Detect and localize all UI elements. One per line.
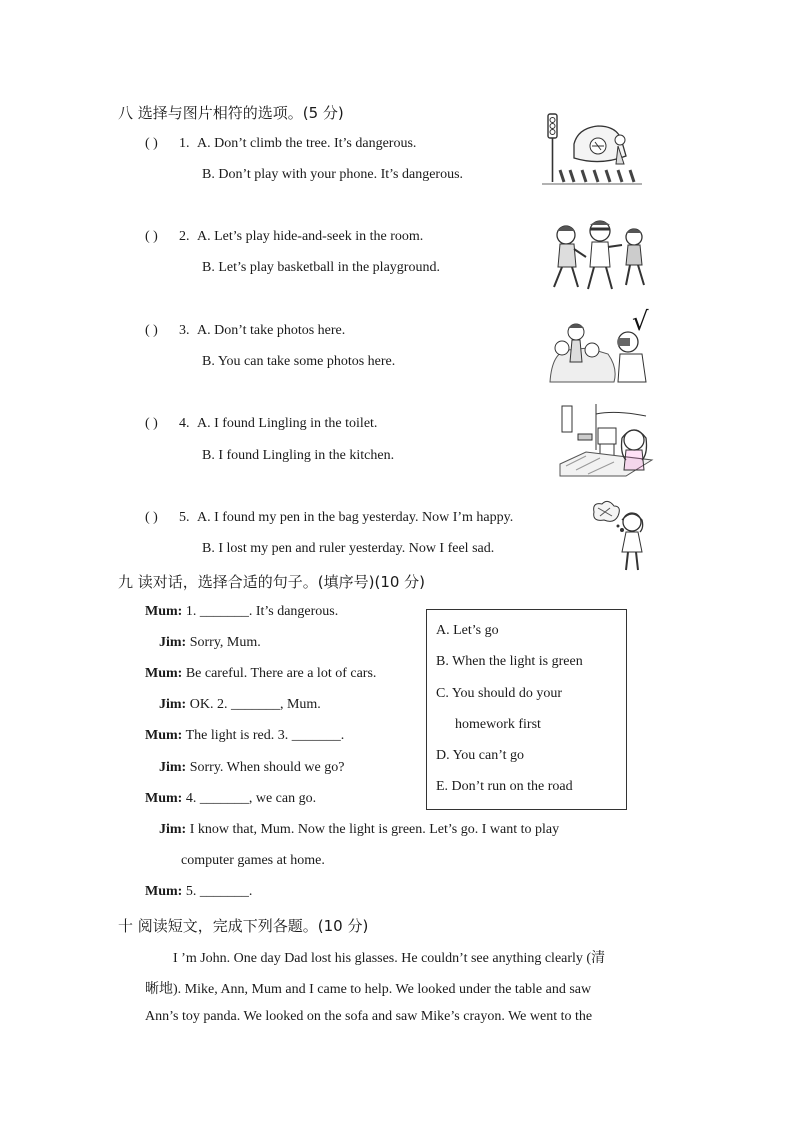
taking-photos-illustration	[548, 307, 658, 384]
dialogue-line-6	[159, 760, 344, 776]
option-e: E. Don’t run on the road	[436, 779, 573, 794]
option-c-continued: homework first	[455, 717, 541, 732]
dialogue-line-3	[145, 666, 376, 682]
dialogue-text: 4. _______, we can go.	[182, 791, 317, 806]
speaker-mum: Mum:	[145, 791, 183, 806]
answer-blank-3[interactable]: ( )	[145, 323, 158, 338]
question-5-number: 5.	[179, 510, 190, 525]
passage-line-3: Ann’s toy panda. We looked on the sofa and saw Mike’s crayon. We went to the	[145, 1009, 593, 1024]
question-5-option-a: A. I found my pen in the bag yesterday. Now I’m happy.	[197, 510, 514, 525]
question-4-number: 4.	[179, 416, 190, 431]
answer-blank-2[interactable]: ( )	[145, 229, 158, 244]
dialogue-text: I know that, Mum. Now the light is green. Let’s go. I want to play	[186, 822, 560, 837]
dialogue-text: Be careful. There are a lot of cars.	[182, 666, 377, 681]
dialogue-line-8-continued: computer games at home.	[181, 853, 325, 868]
speaker-mum: Mum:	[145, 666, 183, 681]
section8-heading: 八 选择与图片相符的选项。(5 分)	[118, 104, 344, 122]
speaker-jim: Jim:	[159, 635, 187, 650]
traffic-scene-illustration	[540, 112, 644, 186]
question-3-option-a: A. Don’t take photos here.	[197, 323, 346, 338]
speaker-jim: Jim:	[159, 760, 187, 775]
speaker-mum: Mum:	[145, 604, 183, 619]
question-1-number: 1.	[179, 136, 190, 151]
option-a: A. Let’s go	[436, 623, 499, 638]
option-d: D. You can’t go	[436, 748, 525, 763]
dialogue-line-8	[159, 822, 677, 838]
bathroom-illustration	[556, 404, 652, 476]
speaker-jim: Jim:	[159, 697, 187, 712]
dialogue-text: Sorry, Mum.	[186, 635, 261, 650]
question-3-number: 3.	[179, 323, 190, 338]
question-5-option-b: B. I lost my pen and ruler yesterday. Now I feel sad.	[202, 541, 495, 556]
dialogue-text: 1. _______. It’s dangerous.	[182, 604, 339, 619]
dialogue-line-7	[145, 791, 316, 807]
question-2-option-b: B. Let’s play basketball in the playground.	[202, 260, 440, 275]
dialogue-line-2	[159, 635, 261, 651]
question-2-number: 2.	[179, 229, 190, 244]
option-b: B. When the light is green	[436, 654, 583, 669]
passage-line-2: 晰地). Mike, Ann, Mum and I came to help. We looked under the table and saw	[145, 982, 592, 997]
dialogue-line-4	[159, 697, 321, 713]
dialogue-text: OK. 2. _______, Mum.	[186, 697, 321, 712]
dialogue-line-1	[145, 604, 338, 620]
kids-playing-illustration	[544, 217, 652, 291]
passage-line-1: I ’m John. One day Dad lost his glasses. He couldn’t see anything clearly (清	[173, 951, 606, 966]
dialogue-line-5	[145, 728, 344, 744]
question-4-option-b: B. I found Lingling in the kitchen.	[202, 448, 395, 463]
checkmark-symbol: √	[632, 307, 649, 337]
speaker-mum: Mum:	[145, 728, 183, 743]
dialogue-text: 5. _______.	[182, 884, 253, 899]
section10-heading: 十 阅读短文，完成下列各题。(10 分)	[118, 917, 369, 935]
answer-blank-1[interactable]: ( )	[145, 136, 158, 151]
dialogue-text: The light is red. 3. _______.	[182, 728, 345, 743]
section9-heading: 九 读对话，选择合适的句子。(填序号)(10 分)	[118, 573, 426, 591]
question-1-option-a: A. Don’t climb the tree. It’s dangerous.	[197, 136, 417, 151]
answer-blank-4[interactable]: ( )	[145, 416, 158, 431]
question-1-option-b: B. Don’t play with your phone. It’s dangerous.	[202, 167, 464, 182]
question-4-option-a: A. I found Lingling in the toilet.	[197, 416, 378, 431]
thinking-girl-illustration	[588, 500, 656, 574]
question-2-option-a: A. Let’s play hide-and-seek in the room.	[197, 229, 424, 244]
speaker-mum: Mum:	[145, 884, 183, 899]
dialogue-line-9	[145, 884, 252, 900]
dialogue-text: Sorry. When should we go?	[186, 760, 345, 775]
answer-blank-5[interactable]: ( )	[145, 510, 158, 525]
speaker-jim: Jim:	[159, 822, 187, 837]
option-c: C. You should do your	[436, 686, 563, 701]
question-3-option-b: B. You can take some photos here.	[202, 354, 396, 369]
